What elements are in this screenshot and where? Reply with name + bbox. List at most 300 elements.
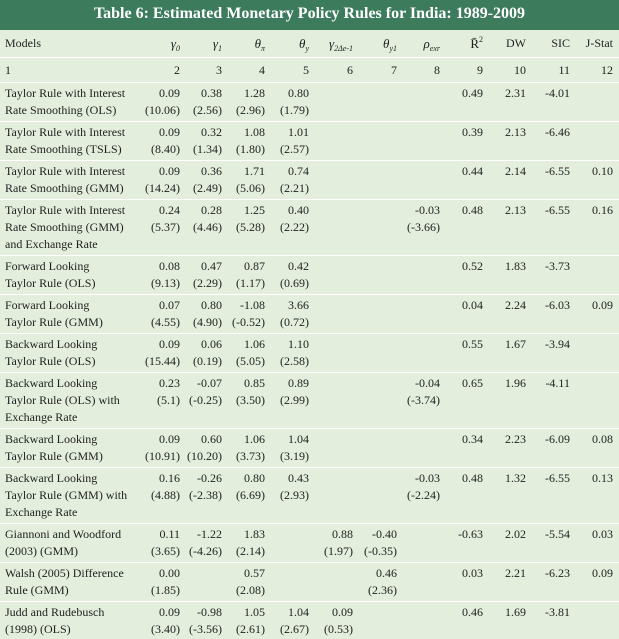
- model-name-line: Walsh (2005) Difference: [5, 566, 124, 580]
- model-name: [5, 85, 125, 119]
- t-statistic-value: (-3.56): [189, 622, 222, 636]
- dw-cell: [505, 258, 526, 275]
- header-symbol: θ: [254, 36, 261, 51]
- estimate-value: 0.08: [592, 432, 613, 446]
- gamma-1-cell: [193, 297, 222, 331]
- r-bar-squared-cell: [462, 258, 483, 275]
- estimate-value: 0.55: [462, 337, 483, 351]
- t-statistic-value: (10.06): [145, 103, 180, 117]
- j-stat-cell: [592, 565, 613, 582]
- header-gamma-0: [171, 35, 180, 53]
- gamma-0-cell: [157, 375, 180, 409]
- header-theta-y: [299, 35, 309, 53]
- t-statistic-value: (10.20): [187, 449, 222, 463]
- estimate-value: 1.05: [244, 605, 265, 619]
- estimate-value: 0.09: [592, 566, 613, 580]
- theta-y1-cell: [368, 565, 397, 599]
- t-statistic-value: (5.1): [157, 393, 180, 407]
- estimate-value: -6.09: [545, 432, 570, 446]
- model-name-line: Backward Looking: [5, 471, 98, 485]
- estimate-value: 2.24: [505, 298, 526, 312]
- r-bar-squared-cell: [462, 431, 483, 448]
- estimate-value: -0.04: [415, 376, 440, 390]
- dw-cell: [505, 375, 526, 392]
- estimate-value: 0.36: [201, 164, 222, 178]
- model-name: [5, 526, 121, 560]
- estimate-value: 0.00: [159, 566, 180, 580]
- j-stat-cell: [592, 202, 613, 219]
- r-bar-squared-cell: [462, 375, 483, 392]
- estimate-value: -5.54: [545, 527, 570, 541]
- estimate-value: 0.24: [159, 203, 180, 217]
- table-row: [0, 256, 619, 295]
- column-number: 5: [303, 63, 309, 77]
- theta-pi-cell: [236, 124, 265, 158]
- t-statistic-value: (2.96): [236, 103, 265, 117]
- gamma-0-cell: [151, 604, 180, 638]
- model-name: [5, 297, 103, 331]
- model-name-line: Rate Smoothing (TSLS): [5, 142, 122, 156]
- t-statistic-value: (-0.52): [232, 315, 265, 329]
- estimate-value: 0.44: [462, 164, 483, 178]
- rho-exr-cell: [407, 375, 440, 409]
- theta-pi-cell: [232, 297, 265, 331]
- theta-y-cell: [280, 202, 309, 236]
- t-statistic-value: (-4.26): [189, 544, 222, 558]
- table-row: [0, 429, 619, 468]
- t-statistic-value: (4.90): [193, 315, 222, 329]
- estimate-value: 0.13: [592, 471, 613, 485]
- t-statistic-value: (9.13): [151, 276, 180, 290]
- sic-cell: [545, 604, 570, 621]
- estimate-value: 1.96: [505, 376, 526, 390]
- estimate-value: -6.55: [545, 471, 570, 485]
- model-name-line: Taylor Rule with Interest: [5, 203, 126, 217]
- t-statistic-value: (4.46): [193, 220, 222, 234]
- t-statistic-value: (2.08): [236, 583, 265, 597]
- theta-pi-cell: [236, 375, 265, 409]
- theta-y-cell: [280, 297, 309, 331]
- model-name-line: Rate Smoothing (GMM): [5, 220, 124, 234]
- model-name-line: Forward Looking: [5, 298, 90, 312]
- gamma-0-cell: [151, 470, 180, 504]
- rho-exr-cell: [407, 202, 440, 236]
- j-stat-cell: [592, 526, 613, 543]
- r-bar-squared-cell: [462, 124, 483, 141]
- header-symbol: θ: [299, 36, 306, 51]
- estimate-value: 1.08: [244, 125, 265, 139]
- estimate-value: 1.01: [288, 125, 309, 139]
- header-gamma-2-delta-e: [329, 35, 353, 53]
- r-bar-squared-cell: [462, 565, 483, 582]
- theta-pi-cell: [236, 163, 265, 197]
- sic-cell: [545, 202, 570, 219]
- theta-pi-cell: [236, 565, 265, 599]
- t-statistic-value: (1.80): [236, 142, 265, 156]
- estimate-value: 0.16: [592, 203, 613, 217]
- r-bar-squared-cell: [462, 85, 483, 102]
- t-statistic-value: (5.37): [151, 220, 180, 234]
- header-dw: DW: [506, 36, 526, 50]
- estimate-value: 0.09: [159, 125, 180, 139]
- model-name-line: Rule (GMM): [5, 583, 69, 597]
- r-bar-squared-cell: [462, 163, 483, 180]
- estimate-value: 0.38: [201, 86, 222, 100]
- gamma-0-cell: [151, 202, 180, 236]
- model-name-line: Exchange Rate: [5, 410, 78, 424]
- estimate-value: 0.34: [462, 432, 483, 446]
- theta-y-cell: [280, 470, 309, 504]
- t-statistic-value: (3.65): [151, 544, 180, 558]
- dw-cell: [505, 565, 526, 582]
- model-name-line: Taylor Rule (GMM): [5, 315, 103, 329]
- theta-pi-cell: [236, 85, 265, 119]
- t-statistic-value: (0.72): [280, 315, 309, 329]
- t-statistic-value: (5.28): [236, 220, 265, 234]
- estimate-value: 1.83: [244, 527, 265, 541]
- estimate-value: -3.81: [545, 605, 570, 619]
- header-subscript: π: [260, 44, 265, 53]
- gamma-0-cell: [151, 297, 180, 331]
- estimate-value: 0.87: [244, 259, 265, 273]
- estimate-value: 0.11: [159, 527, 180, 541]
- sic-cell: [545, 375, 570, 392]
- table-row: [0, 602, 619, 638]
- t-statistic-value: (15.44): [145, 354, 180, 368]
- estimate-value: -1.08: [240, 298, 265, 312]
- gamma-1-cell: [193, 258, 222, 292]
- header-models: Models: [5, 36, 41, 50]
- t-statistic-value: (14.24): [145, 181, 180, 195]
- t-statistic-value: (-0.35): [364, 544, 397, 558]
- gamma-1-cell: [193, 124, 222, 158]
- column-number: 7: [391, 63, 397, 77]
- dw-cell: [505, 202, 526, 219]
- estimate-value: 0.09: [592, 298, 613, 312]
- model-name-line: Giannoni and Woodford: [5, 527, 122, 541]
- estimate-value: 1.06: [244, 337, 265, 351]
- t-statistic-value: (2.93): [280, 488, 309, 502]
- header-theta-y1: [383, 35, 397, 53]
- sic-cell: [545, 124, 570, 141]
- gamma-0-cell: [145, 431, 180, 465]
- estimate-value: 0.09: [159, 605, 180, 619]
- estimate-value: -6.55: [545, 164, 570, 178]
- t-statistic-value: (5.06): [236, 181, 265, 195]
- theta-pi-cell: [236, 431, 265, 465]
- model-name-line: Taylor Rule (OLS) with: [5, 393, 120, 407]
- model-name-line: and Exchange Rate: [5, 237, 98, 251]
- estimate-value: 0.88: [332, 527, 353, 541]
- estimate-value: 0.10: [592, 164, 613, 178]
- estimate-value: -6.46: [545, 125, 570, 139]
- gamma-2-delta-e-cell: [324, 526, 353, 560]
- model-name: [5, 431, 103, 465]
- model-name-line: Taylor Rule (OLS): [5, 354, 96, 368]
- table-body: [0, 83, 619, 638]
- t-statistic-value: (-2.38): [189, 488, 222, 502]
- estimate-value: 0.47: [201, 259, 222, 273]
- table-row: [0, 334, 619, 373]
- theta-y1-cell: [364, 526, 397, 560]
- r-bar-squared-cell: [458, 526, 483, 543]
- header-row: [0, 30, 619, 58]
- t-statistic-value: (2.56): [193, 103, 222, 117]
- header-symbol: ρ: [423, 36, 430, 51]
- t-statistic-value: (1.34): [193, 142, 222, 156]
- estimate-value: 0.46: [376, 566, 397, 580]
- header-j-stat: J-Stat: [585, 36, 613, 50]
- t-statistic-value: (2.57): [280, 142, 309, 156]
- gamma-1-cell: [189, 526, 222, 560]
- column-number: 10: [514, 63, 526, 77]
- t-statistic-value: (1.17): [236, 276, 265, 290]
- model-name: [5, 604, 104, 638]
- dw-cell: [505, 297, 526, 314]
- r-bar-squared-cell: [462, 604, 483, 621]
- dw-cell: [505, 470, 526, 487]
- estimate-value: 0.03: [592, 527, 613, 541]
- t-statistic-value: (4.88): [151, 488, 180, 502]
- gamma-0-cell: [151, 565, 180, 599]
- t-statistic-value: (0.19): [193, 354, 222, 368]
- t-statistic-value: (5.05): [236, 354, 265, 368]
- header-r-bar-squared: [470, 35, 483, 53]
- theta-y-cell: [280, 604, 309, 638]
- t-statistic-value: (6.69): [236, 488, 265, 502]
- t-statistic-value: (3.50): [236, 393, 265, 407]
- estimate-value: 0.32: [201, 125, 222, 139]
- table-row: [0, 161, 619, 200]
- t-statistic-value: (2.14): [236, 544, 265, 558]
- estimate-value: -0.98: [197, 605, 222, 619]
- estimate-value: -0.40: [372, 527, 397, 541]
- model-name: [5, 202, 125, 253]
- model-name-line: Exchange Rate: [5, 505, 78, 519]
- sic-cell: [545, 565, 570, 582]
- header-symbol: γ: [212, 36, 218, 51]
- gamma-1-cell: [189, 604, 222, 638]
- estimate-value: 1.83: [505, 259, 526, 273]
- sic-cell: [545, 336, 570, 353]
- theta-pi-cell: [236, 336, 265, 370]
- t-statistic-value: (2.21): [280, 181, 309, 195]
- estimate-value: 2.21: [505, 566, 526, 580]
- estimate-value: 1.04: [288, 605, 309, 619]
- sic-cell: [545, 297, 570, 314]
- model-name-line: Taylor Rule with Interest: [5, 125, 126, 139]
- model-name-line: Backward Looking: [5, 376, 98, 390]
- j-stat-cell: [592, 470, 613, 487]
- estimate-value: 2.13: [505, 125, 526, 139]
- dw-cell: [505, 163, 526, 180]
- column-number: 12: [601, 63, 613, 77]
- j-stat-cell: [592, 431, 613, 448]
- estimate-value: 0.74: [288, 164, 309, 178]
- gamma-1-cell: [193, 336, 222, 370]
- estimate-value: -0.26: [197, 471, 222, 485]
- table-title: Table 6: Estimated Monetary Policy Rules for India: 1989-2009: [0, 0, 619, 30]
- model-name: [5, 565, 124, 599]
- estimate-value: 1.25: [244, 203, 265, 217]
- estimate-value: 1.28: [244, 86, 265, 100]
- model-name: [5, 375, 120, 426]
- gamma-0-cell: [145, 163, 180, 197]
- model-name-line: Backward Looking: [5, 337, 98, 351]
- estimate-value: 2.23: [505, 432, 526, 446]
- t-statistic-value: (8.40): [151, 142, 180, 156]
- t-statistic-value: (1.85): [151, 583, 180, 597]
- estimate-value: 1.67: [505, 337, 526, 351]
- theta-y-cell: [280, 336, 309, 370]
- header-symbol: R̄: [470, 36, 479, 51]
- t-statistic-value: (2.67): [280, 622, 309, 636]
- estimate-value: 0.08: [159, 259, 180, 273]
- estimate-value: 0.03: [462, 566, 483, 580]
- estimate-value: 2.31: [505, 86, 526, 100]
- table-row: [0, 122, 619, 161]
- estimate-value: -3.94: [545, 337, 570, 351]
- model-name: [5, 124, 125, 158]
- header-symbol: γ: [328, 36, 335, 51]
- dw-cell: [505, 431, 526, 448]
- column-number: 1: [5, 63, 11, 77]
- t-statistic-value: (-3.74): [407, 393, 440, 407]
- t-statistic-value: (4.55): [151, 315, 180, 329]
- header-subscript: y1: [389, 44, 397, 53]
- model-name-line: Judd and Rudebusch: [5, 605, 105, 619]
- t-statistic-value: (1.79): [280, 103, 309, 117]
- estimate-value: 0.89: [288, 376, 309, 390]
- estimate-value: 0.85: [244, 376, 265, 390]
- r-bar-squared-cell: [462, 297, 483, 314]
- estimate-value: 1.32: [505, 471, 526, 485]
- estimate-value: -3.73: [545, 259, 570, 273]
- gamma-0-cell: [151, 124, 180, 158]
- estimate-value: 3.66: [288, 298, 309, 312]
- t-statistic-value: (-0.25): [189, 393, 222, 407]
- header-symbol: θ: [383, 36, 390, 51]
- j-stat-cell: [592, 163, 613, 180]
- t-statistic-value: (-2.24): [407, 488, 440, 502]
- theta-y-cell: [280, 163, 309, 197]
- estimate-value: 0.80: [201, 298, 222, 312]
- estimate-value: 0.09: [159, 337, 180, 351]
- gamma-1-cell: [193, 163, 222, 197]
- r-bar-squared-cell: [462, 336, 483, 353]
- gamma-0-cell: [145, 85, 180, 119]
- header-superscript: 2: [479, 35, 483, 44]
- header-gamma-1: [213, 35, 222, 53]
- model-name-line: Taylor Rule (GMM): [5, 449, 103, 463]
- estimate-value: 0.80: [244, 471, 265, 485]
- t-statistic-value: (0.53): [324, 622, 353, 636]
- estimate-value: 1.69: [505, 605, 526, 619]
- model-name: [5, 258, 95, 292]
- header-subscript: 1: [218, 44, 222, 53]
- estimate-value: 0.48: [462, 203, 483, 217]
- theta-y-cell: [280, 375, 309, 409]
- dw-cell: [505, 336, 526, 353]
- estimate-value: 2.13: [505, 203, 526, 217]
- theta-y-cell: [280, 124, 309, 158]
- estimate-value: 1.04: [288, 432, 309, 446]
- table-row: [0, 373, 619, 429]
- dw-cell: [505, 124, 526, 141]
- estimate-value: 1.06: [244, 432, 265, 446]
- estimate-value: 0.16: [159, 471, 180, 485]
- header-theta-pi: [255, 35, 265, 53]
- model-name-line: Forward Looking: [5, 259, 90, 273]
- r-bar-squared-cell: [462, 470, 483, 487]
- t-statistic-value: (2.58): [280, 354, 309, 368]
- sic-cell: [545, 258, 570, 275]
- model-name-line: (2003) (GMM): [5, 544, 78, 558]
- estimate-value: 0.60: [201, 432, 222, 446]
- t-statistic-value: (1.97): [324, 544, 353, 558]
- sic-cell: [545, 470, 570, 487]
- header-subscript: y: [305, 44, 309, 53]
- header-subscript: 2Δe-1: [334, 44, 353, 53]
- estimate-value: 0.46: [462, 605, 483, 619]
- estimate-value: 0.09: [159, 432, 180, 446]
- estimate-value: 0.49: [462, 86, 483, 100]
- theta-y-cell: [280, 258, 309, 292]
- model-name: [5, 336, 97, 370]
- r-bar-squared-cell: [462, 202, 483, 219]
- estimate-value: -1.22: [197, 527, 222, 541]
- t-statistic-value: (2.22): [280, 220, 309, 234]
- estimate-value: -4.11: [545, 376, 570, 390]
- dw-cell: [505, 85, 526, 102]
- theta-y-cell: [280, 431, 309, 465]
- estimate-value: 2.14: [505, 164, 526, 178]
- sic-cell: [545, 85, 570, 102]
- t-statistic-value: (3.73): [236, 449, 265, 463]
- model-name-line: Taylor Rule (OLS): [5, 276, 96, 290]
- t-statistic-value: (10.91): [145, 449, 180, 463]
- t-statistic-value: (3.40): [151, 622, 180, 636]
- theta-pi-cell: [236, 526, 265, 560]
- column-number: 3: [216, 63, 222, 77]
- model-name: [5, 163, 125, 197]
- gamma-1-cell: [193, 202, 222, 236]
- column-number: 9: [477, 63, 483, 77]
- estimate-value: 0.09: [332, 605, 353, 619]
- model-name-line: Taylor Rule with Interest: [5, 86, 126, 100]
- column-number: 6: [347, 63, 353, 77]
- estimate-value: 2.02: [505, 527, 526, 541]
- model-name-line: (1998) (OLS): [5, 622, 71, 636]
- table-row: [0, 563, 619, 602]
- model-name: [5, 470, 127, 521]
- estimate-value: -4.01: [545, 86, 570, 100]
- theta-y-cell: [280, 85, 309, 119]
- t-statistic-value: (2.29): [193, 276, 222, 290]
- estimate-value: -6.23: [545, 566, 570, 580]
- estimate-value: 0.39: [462, 125, 483, 139]
- table-row: [0, 295, 619, 334]
- theta-pi-cell: [236, 258, 265, 292]
- sic-cell: [545, 163, 570, 180]
- column-number-row: [0, 58, 619, 83]
- estimate-value: 0.43: [288, 471, 309, 485]
- estimate-value: 0.52: [462, 259, 483, 273]
- theta-pi-cell: [236, 470, 265, 504]
- sic-cell: [545, 526, 570, 543]
- estimate-value: 0.42: [288, 259, 309, 273]
- estimate-value: 0.48: [462, 471, 483, 485]
